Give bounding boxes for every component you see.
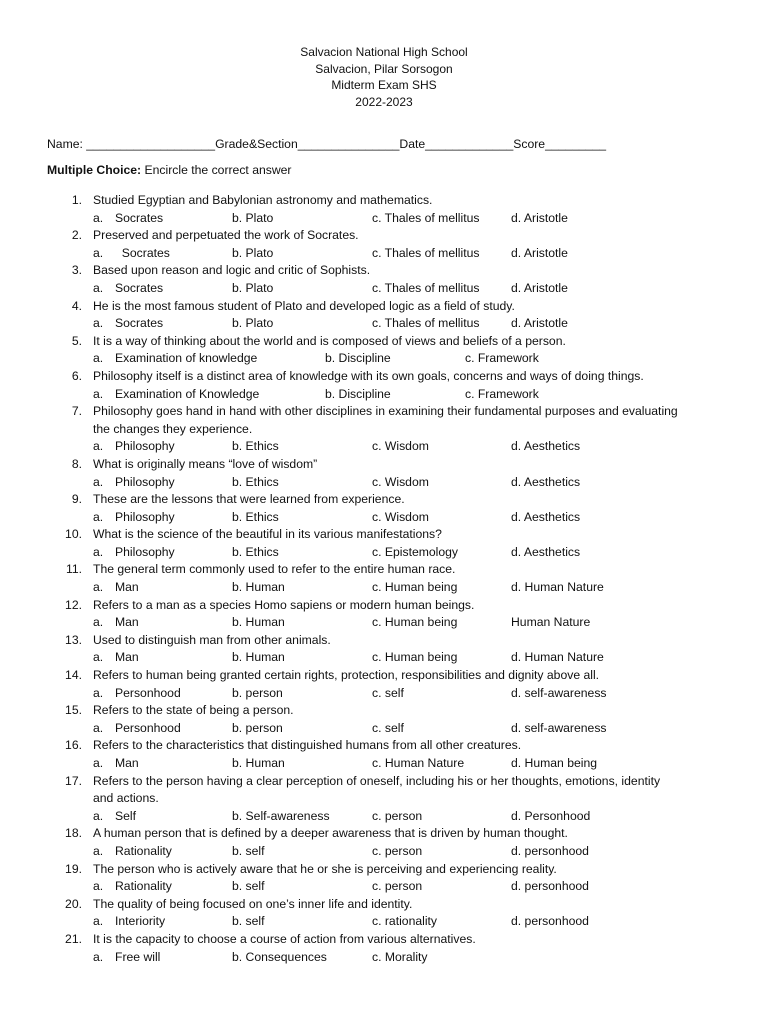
- question-line: [0, 368, 768, 386]
- school-year: 2022-2023: [355, 94, 413, 109]
- exam-header: [0, 44, 768, 110]
- option-a[interactable]: Socrates: [115, 210, 164, 225]
- option-b[interactable]: b. self: [232, 914, 265, 929]
- option-a[interactable]: Personhood: [115, 720, 181, 735]
- question-number: 15.: [65, 703, 82, 718]
- question-line: [0, 333, 768, 351]
- answer-options: [0, 474, 768, 492]
- option-a-marker: a.: [93, 808, 104, 823]
- question-number: 4.: [71, 298, 82, 313]
- question-text: The general term commonly used to refer to the entire human race.: [93, 562, 456, 577]
- question-text: Refers to the characteristics that distinguished humans from all other creatures.: [93, 738, 522, 753]
- question-line: [0, 931, 768, 949]
- option-b[interactable]: b. person: [232, 685, 283, 700]
- option-c[interactable]: c. Thales of mellitus: [372, 210, 480, 225]
- question-line: [0, 456, 768, 474]
- answer-options: [0, 210, 768, 228]
- question-text: It is the capacity to choose a course of action from various alternatives.: [93, 931, 476, 946]
- question-number: 21.: [65, 931, 82, 946]
- answer-options: [0, 386, 768, 404]
- question-line: [0, 825, 768, 843]
- option-b[interactable]: b. person: [232, 720, 283, 735]
- question-number: 13.: [65, 632, 82, 647]
- option-a-marker: a.: [93, 756, 104, 770]
- option-b[interactable]: b. Discipline: [325, 386, 391, 401]
- option-b[interactable]: b. Ethics: [232, 474, 279, 489]
- question-item: [0, 861, 768, 896]
- option-a-marker: a.: [93, 949, 104, 964]
- option-a[interactable]: Philosophy: [115, 509, 175, 524]
- option-d[interactable]: d. Aesthetics: [511, 474, 581, 489]
- option-b[interactable]: b. Human: [232, 650, 285, 665]
- option-d[interactable]: d. Aesthetics: [511, 509, 581, 524]
- question-list: [0, 192, 768, 966]
- question-number: 14.: [65, 668, 82, 683]
- question-number: 2.: [71, 228, 82, 243]
- option-b[interactable]: b. Ethics: [232, 544, 279, 559]
- question-line: [0, 403, 768, 421]
- option-a[interactable]: Interiority: [115, 914, 166, 929]
- answer-options: [0, 350, 768, 368]
- option-d[interactable]: Human Nature: [511, 615, 591, 630]
- option-c[interactable]: c. Wisdom: [372, 474, 429, 489]
- question-item: [0, 561, 768, 596]
- question-text: It is a way of thinking about the world and is composed of views and beliefs of a person.: [93, 333, 566, 348]
- option-b[interactable]: b. Ethics: [232, 439, 279, 454]
- option-c[interactable]: c. Human being: [372, 580, 458, 595]
- option-c[interactable]: c. Wisdom: [372, 439, 429, 454]
- option-c[interactable]: c. Morality: [372, 949, 428, 964]
- question-item: [0, 403, 768, 456]
- option-a[interactable]: Rationality: [115, 879, 172, 894]
- option-c[interactable]: c. Framework: [465, 386, 539, 401]
- question-line: [0, 192, 768, 210]
- question-number: 16.: [65, 738, 82, 753]
- question-text: Refers to the person having a clear perception of oneself, including his or her thoughts, emotions, identity: [93, 773, 661, 788]
- question-item: [0, 526, 768, 561]
- question-line: [0, 896, 768, 914]
- option-a-marker: a.: [93, 720, 104, 735]
- question-item: [0, 456, 768, 491]
- question-line: [0, 561, 768, 579]
- question-number: 6.: [71, 368, 82, 383]
- instructions: [47, 163, 292, 177]
- question-text: He is the most famous student of Plato and developed logic as a field of study.: [93, 298, 515, 313]
- question-item: [0, 896, 768, 931]
- option-b[interactable]: b. Consequences: [232, 949, 327, 964]
- option-a[interactable]: Man: [115, 615, 139, 630]
- option-a[interactable]: Examination of knowledge: [115, 351, 258, 366]
- question-number: 7.: [71, 404, 82, 419]
- option-a-marker: a.: [93, 439, 104, 454]
- question-item: [0, 931, 768, 966]
- option-d[interactable]: d. Human Nature: [511, 650, 604, 665]
- exam-title: Midterm Exam SHS: [331, 78, 437, 92]
- question-item: [0, 262, 768, 297]
- question-text: What is originally means “love of wisdom”: [93, 456, 318, 471]
- option-d[interactable]: d. Aristotle: [511, 245, 568, 260]
- question-text: The person who is actively aware that he or she is perceiving and experiencing reality.: [93, 861, 557, 876]
- option-a-marker: a.: [93, 843, 104, 858]
- student-info-line: Name: ___________________Grade&Section_______________Date_____________Score_________: [47, 137, 607, 151]
- school-name: Salvacion National High School: [300, 45, 468, 59]
- school-address: Salvacion, Pilar Sorsogon: [315, 61, 453, 76]
- question-line: [0, 861, 768, 879]
- option-a[interactable]: Philosophy: [115, 474, 175, 489]
- option-a[interactable]: Personhood: [115, 685, 181, 700]
- option-a-marker: a.: [93, 280, 104, 295]
- answer-options: [0, 614, 768, 632]
- option-d[interactable]: d. Aristotle: [511, 316, 568, 331]
- option-d[interactable]: d. Aristotle: [511, 210, 568, 225]
- answer-options: [0, 720, 768, 738]
- option-a[interactable]: Rationality: [115, 843, 172, 858]
- question-line: [0, 667, 768, 685]
- question-line: [0, 737, 768, 755]
- option-c[interactable]: c. Framework: [465, 351, 539, 366]
- question-item: [0, 667, 768, 702]
- option-d[interactable]: d. Human Nature: [511, 580, 604, 595]
- option-c[interactable]: c. Thales of mellitus: [372, 316, 480, 331]
- question-text: Studied Egyptian and Babylonian astronomy and mathematics.: [93, 193, 433, 207]
- option-a-marker: a.: [93, 474, 104, 489]
- option-a-marker: a.: [93, 245, 104, 260]
- option-c[interactable]: c. person: [372, 879, 423, 894]
- question-text: Refers to a man as a species Homo sapiens or modern human beings.: [93, 597, 475, 612]
- question-text: A human person that is defined by a deeper awareness that is driven by human thought.: [93, 826, 568, 841]
- question-line: [0, 597, 768, 615]
- question-line: [0, 227, 768, 245]
- question-text: Preserved and perpetuated the work of Socrates.: [93, 228, 359, 243]
- question-text: These are the lessons that were learned from experience.: [93, 492, 405, 507]
- option-d[interactable]: d. Aesthetics: [511, 544, 581, 559]
- question-number: 5.: [71, 333, 82, 348]
- option-a-marker: a.: [93, 210, 104, 225]
- option-c[interactable]: c. Human being: [372, 615, 458, 630]
- question-line: [0, 702, 768, 720]
- option-d[interactable]: d. Aesthetics: [511, 439, 581, 454]
- option-d[interactable]: d. Personhood: [511, 808, 591, 823]
- option-a[interactable]: Man: [115, 650, 139, 665]
- question-text: The quality of being focused on one’s inner life and identity.: [93, 896, 413, 911]
- option-a-marker: a.: [93, 580, 104, 595]
- answer-options: [0, 315, 768, 333]
- option-a-marker: a.: [93, 914, 104, 929]
- option-d[interactable]: d. Aristotle: [511, 280, 568, 295]
- question-item: [0, 702, 768, 737]
- question-number: 19.: [65, 861, 82, 876]
- option-c[interactable]: c. Wisdom: [372, 509, 429, 524]
- question-line: [0, 298, 768, 316]
- option-b[interactable]: b. self: [232, 843, 265, 858]
- question-item: [0, 491, 768, 526]
- option-a[interactable]: Philosophy: [115, 544, 175, 559]
- option-b[interactable]: b. Discipline: [325, 351, 391, 366]
- question-line: [0, 491, 768, 509]
- option-b[interactable]: b. Plato: [232, 210, 274, 225]
- option-a-marker: a.: [93, 685, 104, 700]
- question-number: 8.: [71, 456, 82, 471]
- question-number: 12.: [65, 597, 82, 612]
- option-c[interactable]: c. self: [372, 685, 404, 700]
- instructions-label: Multiple Choice:: [47, 163, 142, 177]
- option-d[interactable]: d. self-awareness: [511, 720, 607, 735]
- option-d[interactable]: d. personhood: [511, 879, 589, 894]
- option-b[interactable]: b. Human: [232, 615, 285, 630]
- question-text: Refers to the state of being a person.: [93, 703, 294, 718]
- option-c[interactable]: c. Human Nature: [372, 756, 465, 770]
- question-number: 1.: [71, 193, 82, 207]
- option-a-marker: a.: [93, 544, 104, 559]
- option-a-marker: a.: [93, 879, 104, 894]
- option-a[interactable]: Self: [115, 808, 137, 823]
- answer-options: [0, 843, 768, 861]
- option-a-marker: a.: [93, 351, 104, 366]
- answer-options: [0, 245, 768, 263]
- option-a-marker: a.: [93, 386, 104, 401]
- question-item: [0, 192, 768, 227]
- option-d[interactable]: d. personhood: [511, 914, 589, 929]
- question-item: [0, 773, 768, 826]
- option-a[interactable]: Examination of Knowledge: [115, 386, 260, 401]
- option-c[interactable]: c. Epistemology: [372, 544, 459, 559]
- question-text: Philosophy itself is a distinct area of knowledge with its own goals, concerns and ways of doing things.: [93, 368, 644, 383]
- question-item: [0, 298, 768, 333]
- option-b[interactable]: b. Human: [232, 580, 285, 595]
- question-line-continued: [0, 790, 768, 808]
- question-line: [0, 262, 768, 280]
- question-text: Based upon reason and logic and critic of Sophists.: [93, 263, 371, 278]
- question-number: 10.: [65, 527, 82, 542]
- option-a-marker: a.: [93, 650, 104, 665]
- question-item: [0, 737, 768, 772]
- question-text: What is the science of the beautiful in its various manifestations?: [93, 527, 442, 542]
- question-line: [0, 773, 768, 791]
- answer-options: [0, 685, 768, 703]
- question-item: [0, 597, 768, 632]
- option-b[interactable]: b. Human: [232, 756, 285, 770]
- answer-options: [0, 579, 768, 597]
- question-line: [0, 526, 768, 544]
- option-a[interactable]: Socrates: [115, 245, 170, 260]
- question-number: 20.: [65, 896, 82, 911]
- option-a[interactable]: Man: [115, 580, 139, 595]
- question-item: [0, 368, 768, 403]
- question-item: [0, 227, 768, 262]
- question-item: [0, 333, 768, 368]
- question-text: Used to distinguish man from other animals.: [93, 632, 331, 647]
- option-b[interactable]: b. Self-awareness: [232, 808, 330, 823]
- option-a[interactable]: Philosophy: [115, 439, 175, 454]
- answer-options: [0, 544, 768, 562]
- question-text: Philosophy goes hand in hand with other disciplines in examining their fundamental purposes and evaluating: [93, 404, 678, 419]
- question-text-continued: the changes they experience.: [93, 421, 253, 436]
- answer-options: [0, 949, 768, 967]
- option-c[interactable]: c. person: [372, 843, 423, 858]
- option-a[interactable]: Free will: [115, 949, 161, 964]
- option-d[interactable]: d. Human being: [511, 756, 598, 770]
- option-a-marker: a.: [93, 615, 104, 630]
- question-number: 18.: [65, 826, 82, 841]
- option-a[interactable]: Socrates: [115, 316, 164, 331]
- question-item: [0, 632, 768, 667]
- question-text-continued: and actions.: [93, 791, 159, 806]
- option-b[interactable]: b. Plato: [232, 245, 274, 260]
- option-b[interactable]: b. self: [232, 879, 265, 894]
- option-a[interactable]: Man: [115, 756, 139, 770]
- question-item: [0, 825, 768, 860]
- answer-options: [0, 509, 768, 527]
- option-a-marker: a.: [93, 316, 104, 331]
- instructions-text: Encircle the correct answer: [141, 163, 292, 177]
- question-number: 3.: [71, 263, 82, 278]
- answer-options: [0, 755, 768, 773]
- answer-options: [0, 438, 768, 456]
- answer-options: [0, 913, 768, 931]
- answer-options: [0, 808, 768, 826]
- question-number: 11.: [65, 562, 82, 577]
- option-b[interactable]: b. Plato: [232, 316, 274, 331]
- option-b[interactable]: b. Ethics: [232, 509, 279, 524]
- question-line: [0, 632, 768, 650]
- option-c[interactable]: c. Human being: [372, 650, 458, 665]
- question-number: 9.: [71, 492, 82, 507]
- option-a[interactable]: Socrates: [115, 280, 164, 295]
- answer-options: [0, 649, 768, 667]
- option-b[interactable]: b. Plato: [232, 280, 274, 295]
- option-a-marker: a.: [93, 509, 104, 524]
- question-number: 17.: [65, 773, 82, 788]
- option-c[interactable]: c. Thales of mellitus: [372, 245, 480, 260]
- answer-options: [0, 878, 768, 896]
- question-text: Refers to human being granted certain rights, protection, responsibilities and dignity above all.: [93, 668, 600, 683]
- option-c[interactable]: c. Thales of mellitus: [372, 280, 480, 295]
- option-d[interactable]: d. self-awareness: [511, 685, 607, 700]
- option-c[interactable]: c. rationality: [372, 914, 438, 929]
- question-line-continued: [0, 421, 768, 439]
- option-d[interactable]: d. personhood: [511, 843, 589, 858]
- answer-options: [0, 280, 768, 298]
- option-c[interactable]: c. person: [372, 808, 423, 823]
- option-c[interactable]: c. self: [372, 720, 404, 735]
